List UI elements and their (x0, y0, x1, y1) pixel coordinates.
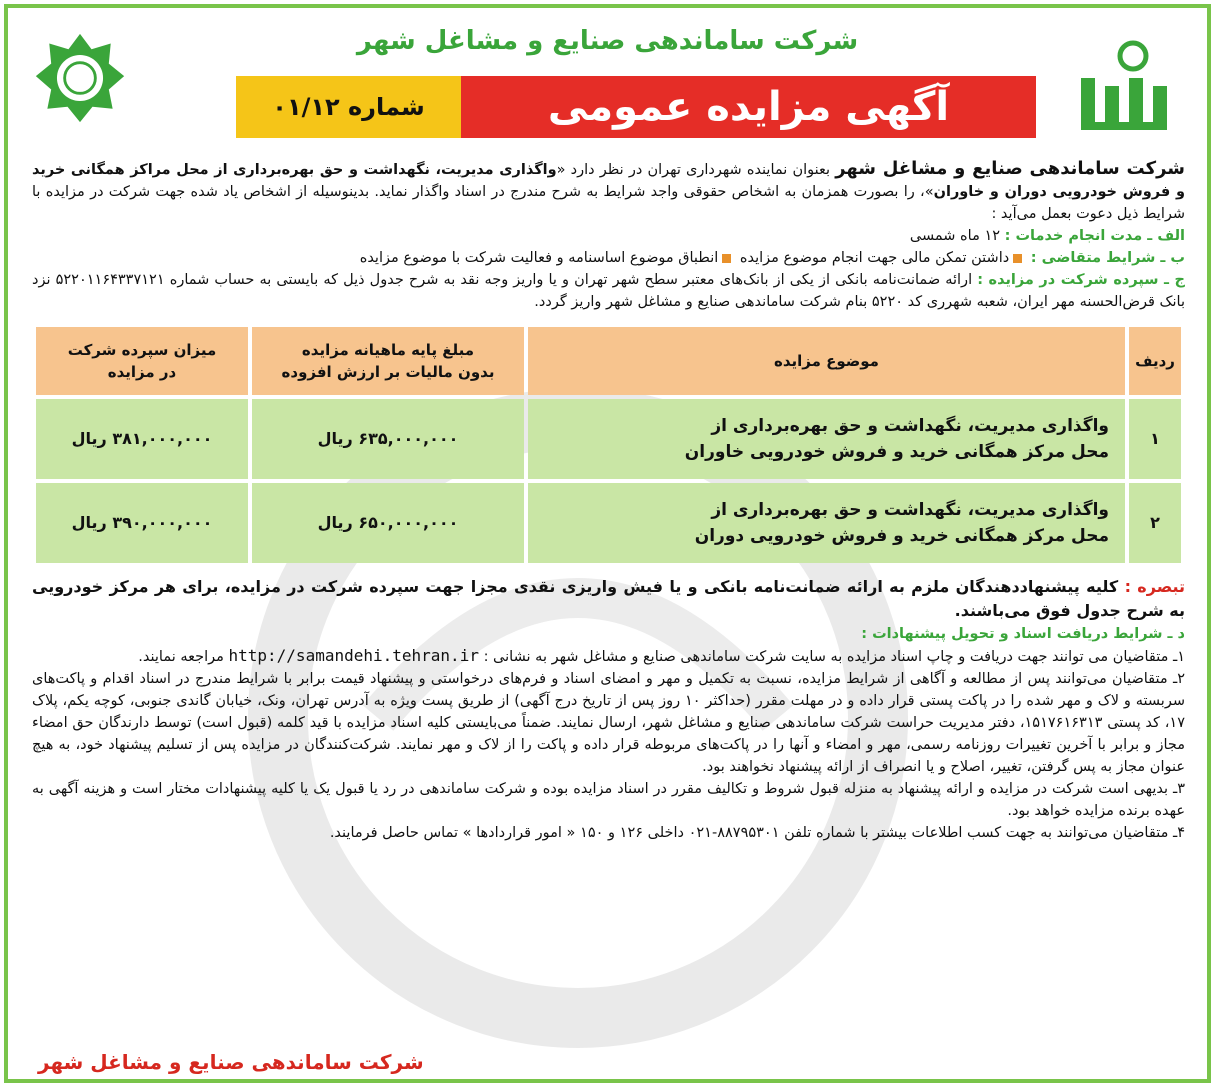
row-base-price: ۶۵۰,۰۰۰,۰۰۰ ریال (252, 483, 524, 563)
section-b (32, 247, 1185, 269)
row-subject-line-1: واگذاری مدیریت، نگهداشت و حق بهره‌برداری از (711, 416, 1109, 436)
bullet-icon (722, 254, 731, 263)
table-row (36, 483, 1181, 563)
section-d-item-1-text: ۱ـ متقاضیان می توانند جهت دریافت و چاپ اسناد مزایده به سایت شرکت ساماندهی صنایع و مشاغل شهر به نشانی : (483, 649, 1185, 665)
row-number: ۲ (1129, 483, 1181, 563)
intro-text-2: »، را بصورت همزمان به اشخاص حقوقی واجد شرایط به شرح مندرج در اسناد واگذار نماید. بدینوسیله از اشخاص یاد شده جهت شرکت در مزایده با شرایط ذیل دعوت بعمل می‌آید : (32, 184, 1185, 222)
row-subject-line-1: واگذاری مدیریت، نگهداشت و حق بهره‌برداری از (711, 500, 1109, 520)
banner-number: شماره ۰۱/۱۲ (236, 76, 461, 138)
section-a-label: الف ـ مدت انجام خدمات : (1004, 228, 1185, 244)
row-subject (528, 399, 1125, 479)
auction-banner (236, 76, 1036, 138)
row-subject-line-2: محل مرکز همگانی خرید و فروش خودرویی خاوران (684, 442, 1109, 462)
header-row-number: ردیف (1129, 327, 1181, 395)
table-header-row (36, 327, 1181, 395)
section-b-item-1: داشتن تمکن مالی جهت انجام موضوع مزایده (739, 250, 1010, 266)
section-d-item-1 (32, 645, 1185, 668)
advertisement-frame (4, 4, 1211, 1083)
auction-table (32, 323, 1185, 567)
section-d-item-1-end: مراجعه نمایند. (138, 649, 224, 665)
intro-company-name: شرکت ساماندهی صنایع و مشاغل شهر (835, 158, 1185, 179)
section-b-item-2: انطباق موضوع اساسنامه و فعالیت شرکت با موضوع مزایده (359, 250, 719, 266)
footer-company-name: شرکت ساماندهی صنایع و مشاغل شهر (38, 1050, 424, 1074)
advertisement-body (32, 158, 1185, 844)
section-c-label: ج ـ سپرده شرکت در مزایده : (977, 272, 1185, 288)
section-a-value: ۱۲ ماه شمسی (909, 228, 1005, 244)
intro-paragraph (32, 158, 1185, 225)
header (8, 8, 1207, 158)
section-d-item-3: ۳ـ بدیهی است شرکت در مزایده و ارائه پیشنهاد به منزله قبول شروط و تکالیف مقرر در اسناد مزایده بوده و شرکت ساماندهی در رد یا قبول یک یا کلیه پیشنهادات مختار است و هزینه آگهی به عهده برنده مزایده خواهد بود. (32, 781, 1185, 819)
row-deposit: ۳۸۱,۰۰۰,۰۰۰ ریال (36, 399, 248, 479)
company-title: شرکت ساماندهی صنایع و مشاغل شهر (356, 26, 859, 56)
header-base-price-line-1: مبلغ پایه ماهیانه مزایده (301, 341, 475, 359)
row-number: ۱ (1129, 399, 1181, 479)
note-label: تبصره : (1124, 577, 1185, 596)
section-a (32, 225, 1185, 247)
header-deposit (36, 327, 248, 395)
row-subject (528, 483, 1125, 563)
header-base-price-line-2: بدون مالیات بر ارزش افزوده (281, 363, 495, 381)
section-d-heading (32, 623, 1185, 645)
row-base-price: ۶۳۵,۰۰۰,۰۰۰ ریال (252, 399, 524, 479)
row-subject-line-2: محل مرکز همگانی خرید و فروش خودرویی دوران (694, 526, 1109, 546)
section-c-text: ارائه ضمانت‌نامه بانکی از یکی از بانک‌های معتبر سطح شهر تهران و یا واریز وجه نقد به شرح جدول ذیل که بایستی به حساب شماره ۵۲۲۰۱۱۶۴۳۳۷۱۲۱ نزد بانک قرض‌الحسنه مهر ایران، شعبه شهرری کد ۵۲۲۰ بنام شرکت ساماندهی صنایع و مشاغل شهر واریز گردد. (32, 272, 1185, 310)
note-text: کلیه پیشنهاددهندگان ملزم به ارائه ضمانت‌نامه بانکی و یا فیش واریزی نقدی مجزا جهت سپرده شرکت در مزایده، برای هر مرکز خودرویی به شرح جدول فوق می‌باشند. (32, 577, 1185, 620)
section-d-label: د ـ شرایط دریافت اسناد و تحویل پیشنهادات : (861, 626, 1185, 642)
intro-text-1: بعنوان نماینده شهرداری تهران در نظر دارد « (556, 162, 836, 178)
note-paragraph (32, 575, 1185, 623)
banner-title: آگهی مزایده عمومی (461, 76, 1036, 138)
website-link[interactable]: http://samandehi.tehran.ir (228, 646, 479, 665)
intro-subject: واگذاری مدیریت، نگهداشت و حق بهره‌برداری از محل مراکز همگانی خرید و فروش خودرویی دوران و خاوران (32, 162, 1185, 200)
section-d-item-4: ۴ـ متقاضیان می‌توانند به جهت کسب اطلاعات بیشتر با شماره تلفن ۸۸۷۹۵۳۰۱-۰۲۱ داخلی ۱۲۶ و ۱۵۰ « امور قراردادها » تماس حاصل فرمایند. (329, 825, 1185, 841)
header-deposit-line-1: میزان سپرده شرکت (67, 341, 217, 359)
row-deposit: ۳۹۰,۰۰۰,۰۰۰ ریال (36, 483, 248, 563)
section-b-label: ب ـ شرایط متقاضی : (1030, 250, 1185, 266)
header-deposit-line-2: در مزایده (107, 363, 177, 381)
header-base-price (252, 327, 524, 395)
bullet-icon (1013, 254, 1022, 263)
table-row (36, 399, 1181, 479)
section-c (32, 269, 1185, 313)
samandehi-logo-icon (1071, 38, 1181, 138)
section-d-item-2: ۲ـ متقاضیان می‌توانند پس از مطالعه و آگاهی از شرایط مزایده، نسبت به تکمیل و مهر و امضای اسناد و فرم‌های درخواستی و پیشنهاد قیمت برابر با شرایط مندرج در اسناد اقدام و پاکت‌های سربسته و لاک و مهر شده را در پاکت پستی قرار داده و در مهلت مقرر (حداکثر ۱۰ روز پس از تاریخ درج آگهی) از طریق پست ویژه به آدرس تهران، ونک، خیابان گاندی جنوبی، کوچه یکم، پلاک ۱۷، کد پستی ۱۵۱۷۶۱۶۳۱۳، دفتر مدیریت حراست شرکت ساماندهی صنایع و مشاغل شهر، ارسال نمایند. ضمناً می‌بایستی کلیه اسناد مزایده با قید کلمه (قبول است) توسط دارندگان حق امضاء مجاز و برابر با آخرین تغییرات روزنامه رسمی، مهر و امضاء و آنها را در پاکت‌های مربوطه قرار داده و پاکت را از لاک و مهر نمایند. شرکت‌کنندگان در مزایده پس از تسلیم پیشنهاد خود، به هیچ عنوان مجاز به پس گرفتن، تغییر، اصلاح و یا انصراف از ارائه پیشنهاد نخواهند بود. (32, 671, 1185, 775)
header-subject: موضوع مزایده (528, 327, 1125, 395)
